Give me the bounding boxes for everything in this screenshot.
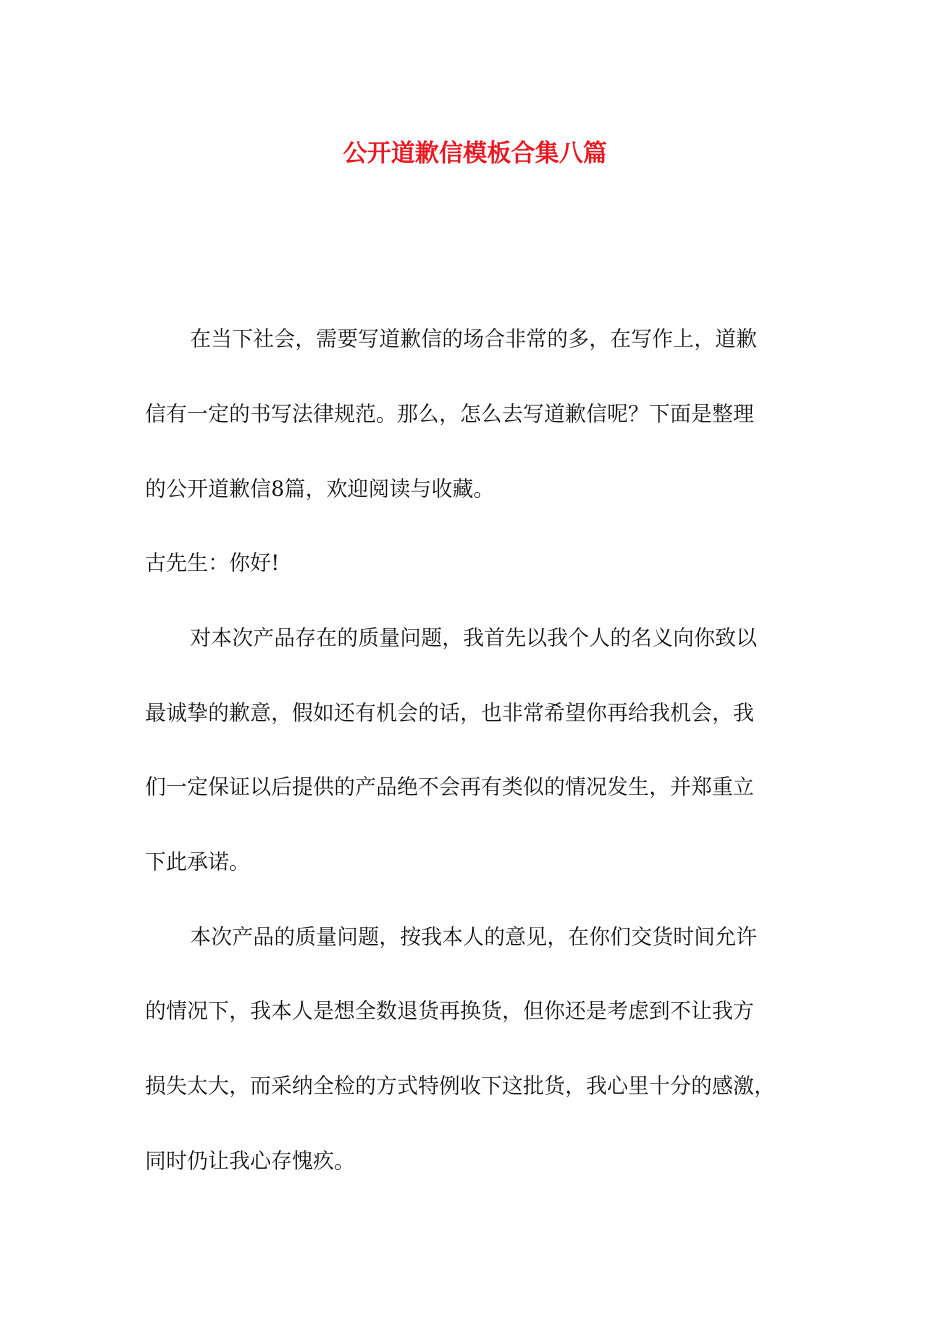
paragraph-line: 同时仍让我心存愧疚。 xyxy=(145,1149,355,1173)
paragraph-line: 们一定保证以后提供的产品绝不会再有类似的情况发生，并郑重立 xyxy=(145,775,754,799)
paragraph-line: 下此承诺。 xyxy=(145,850,250,874)
salutation-line: 古先生：你好! xyxy=(145,551,280,575)
paragraph-line: 损失太大，而采纳全检的方式特例收下这批货，我心里十分的感激， xyxy=(145,1074,775,1098)
paragraph-line: 最诚挚的歉意，假如还有机会的话，也非常希望你再给我机会，我 xyxy=(145,701,754,725)
paragraph-line: 的公开道歉信8篇，欢迎阅读与收藏。 xyxy=(145,477,495,501)
paragraph-line: 对本次产品存在的质量问题，我首先以我个人的名义向你致以 xyxy=(190,626,757,650)
paragraph-line: 本次产品的质量问题，按我本人的意见，在你们交货时间允许 xyxy=(190,925,757,949)
document-title: 公开道歉信模板合集八篇 xyxy=(343,139,607,167)
paragraph-line: 在当下社会，需要写道歉信的场合非常的多，在写作上，道歉 xyxy=(190,327,757,351)
paragraph-line: 信有一定的书写法律规范。那么，怎么去写道歉信呢？下面是整理 xyxy=(145,402,754,426)
paragraph-line: 的情况下，我本人是想全数退货再换货，但你还是考虑到不让我方 xyxy=(145,999,754,1023)
